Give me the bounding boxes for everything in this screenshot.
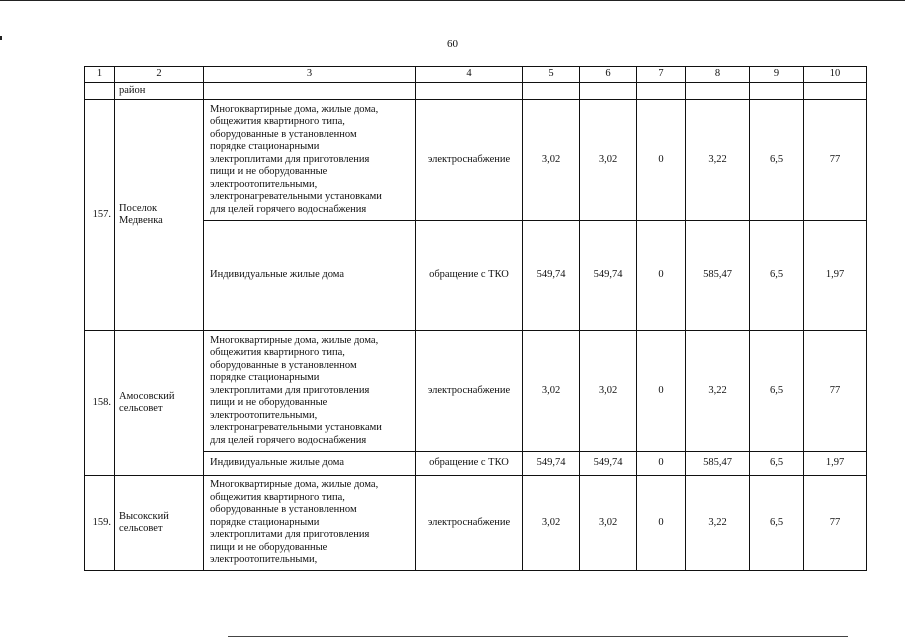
page-number: 60 [447,38,458,50]
row-number: 159. [85,476,115,571]
column-header: 9 [750,67,804,83]
table-row [85,476,867,571]
value-cell: 6,5 [750,452,804,476]
column-header: 4 [416,67,523,83]
value-cell: 3,02 [523,476,580,571]
value-cell: 0 [637,476,686,571]
column-header: 1 [85,67,115,83]
value-cell: 3,22 [686,476,750,571]
empty-cell [523,83,580,100]
value-cell: 6,5 [750,331,804,452]
service-type: обращение с ТКО [416,221,523,331]
value-cell: 77 [804,476,867,571]
service-type: электроснабжение [416,476,523,571]
column-number-row [85,67,867,83]
value-cell: 6,5 [750,476,804,571]
value-cell: 549,74 [580,452,637,476]
consumer-category: Многоквартирные дома, жилые дома, общежития квартирного типа, оборудованные в установленном порядке стационарными электроплитами для приготовления пищи и не оборудованные электроотопительными, электронагревательными установками для целей горячего водоснабжения [204,331,416,452]
column-header: 10 [804,67,867,83]
consumer-category: Индивидуальные жилые дома [204,221,416,331]
consumer-category: Индивидуальные жилые дома [204,452,416,476]
column-header: 7 [637,67,686,83]
value-cell: 3,22 [686,100,750,221]
value-cell: 549,74 [523,221,580,331]
empty-cell [204,83,416,100]
empty-cell [580,83,637,100]
value-cell: 585,47 [686,452,750,476]
service-type: обращение с ТКО [416,452,523,476]
column-header: 2 [115,67,204,83]
value-cell: 0 [637,221,686,331]
table-row [85,331,867,452]
row-number-cell [85,83,115,100]
empty-cell [750,83,804,100]
tariff-table [84,66,867,571]
value-cell: 0 [637,100,686,221]
row-number: 157. [85,100,115,331]
service-type: электроснабжение [416,100,523,221]
value-cell: 1,97 [804,452,867,476]
scan-edge-top [0,0,905,1]
municipality-name: район [115,83,204,100]
column-header: 6 [580,67,637,83]
consumer-category: Многоквартирные дома, жилые дома, общежития квартирного типа, оборудованные в установленном порядке стационарными электроплитами для приготовления пищи и не оборудованные электроотопительными, электронагревательными установками для целей горячего водоснабжения [204,100,416,221]
value-cell: 3,02 [580,331,637,452]
value-cell: 3,22 [686,331,750,452]
value-cell: 549,74 [580,221,637,331]
value-cell: 3,02 [580,100,637,221]
municipality-name: Высокский сельсовет [115,476,204,571]
empty-cell [804,83,867,100]
service-type: электроснабжение [416,331,523,452]
column-header: 5 [523,67,580,83]
value-cell: 6,5 [750,100,804,221]
scan-edge-bottom [228,636,848,637]
municipality-name: Амосовский сельсовет [115,331,204,476]
municipality-name: Поселок Медвенка [115,100,204,331]
column-header: 3 [204,67,416,83]
empty-cell [637,83,686,100]
value-cell: 3,02 [523,100,580,221]
value-cell: 3,02 [523,331,580,452]
empty-cell [686,83,750,100]
column-header: 8 [686,67,750,83]
row-number: 158. [85,331,115,476]
value-cell: 3,02 [580,476,637,571]
table-row [85,100,867,221]
continuation-row [85,83,867,100]
value-cell: 77 [804,331,867,452]
value-cell: 585,47 [686,221,750,331]
value-cell: 549,74 [523,452,580,476]
value-cell: 1,97 [804,221,867,331]
value-cell: 0 [637,331,686,452]
consumer-category: Многоквартирные дома, жилые дома, общежития квартирного типа, оборудованные в установленном порядке стационарными электроплитами для приготовления пищи и не оборудованные электроотопительными, [204,476,416,571]
value-cell: 77 [804,100,867,221]
value-cell: 6,5 [750,221,804,331]
empty-cell [416,83,523,100]
value-cell: 0 [637,452,686,476]
